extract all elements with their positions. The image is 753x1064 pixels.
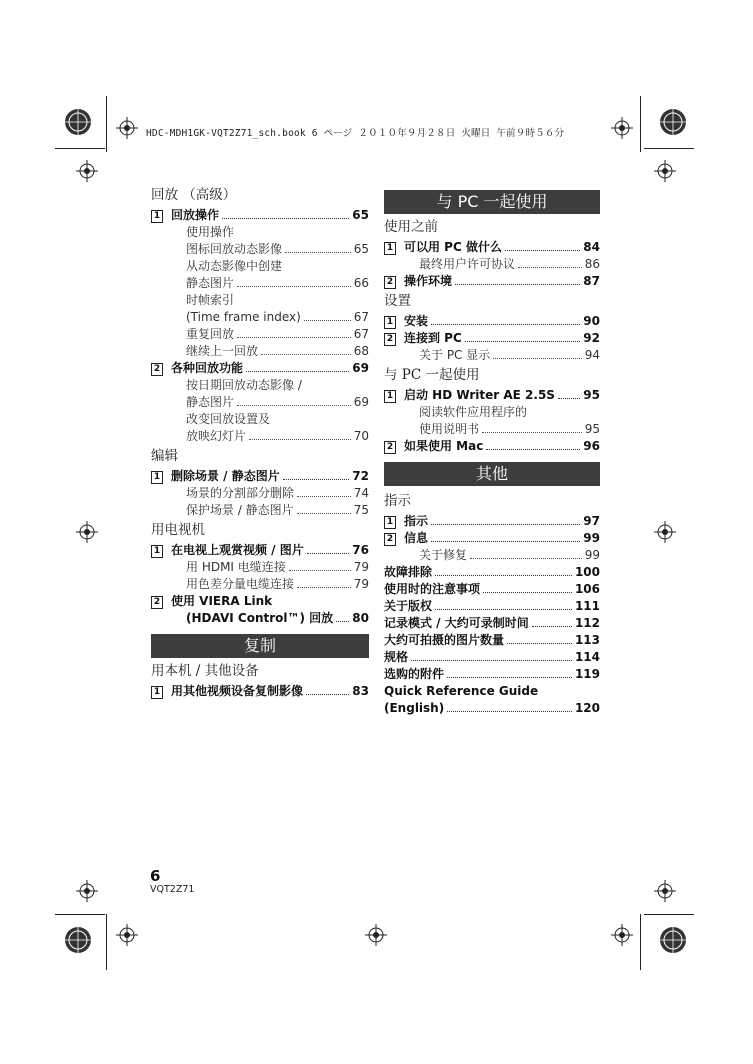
registration-rosette-icon bbox=[64, 926, 92, 954]
index-box: 1 bbox=[151, 210, 163, 223]
toc-subentry[interactable]: 静态图片 66 bbox=[186, 276, 369, 290]
toc-entry[interactable]: 记录模式 / 大约可录制时间 112 bbox=[384, 616, 600, 630]
print-header: HDC-MDH1GK-VQT2Z71_sch.book 6 ページ ２０１０年９月２８日 火曜日 午前９時５６分 bbox=[146, 128, 565, 139]
registration-cross-icon bbox=[116, 117, 138, 139]
toc-entry[interactable]: 选购的附件 119 bbox=[384, 667, 600, 681]
index-box: 1 bbox=[151, 545, 163, 558]
section-title-before: 使用之前 bbox=[384, 219, 438, 235]
index-box: 2 bbox=[384, 276, 396, 289]
toc-left-column bbox=[151, 186, 369, 700]
toc-entry[interactable]: 1 回放操作 65 bbox=[151, 207, 369, 223]
index-box: 1 bbox=[151, 686, 163, 699]
section-title-edit: 编辑 bbox=[151, 448, 178, 464]
toc-subentry[interactable]: 保护场景 / 静态图片 75 bbox=[186, 503, 369, 517]
toc-entry[interactable]: 2 使用 VIERA Link bbox=[151, 593, 369, 609]
section-band-copy: 复制 bbox=[151, 634, 369, 658]
section-band-pc: 与 PC 一起使用 bbox=[384, 190, 600, 214]
index-box: 1 bbox=[384, 516, 396, 529]
toc-subline: 时帧索引 bbox=[186, 293, 235, 307]
toc-subline: 按日期回放动态影像 / bbox=[186, 378, 302, 392]
index-box: 1 bbox=[384, 390, 396, 403]
registration-cross-icon bbox=[654, 160, 676, 182]
toc-subline: 阅读软件应用程序的 bbox=[419, 405, 528, 419]
section-band-other: 其他 bbox=[384, 462, 600, 486]
registration-cross-icon bbox=[365, 924, 387, 946]
toc-subline: 使用操作 bbox=[186, 225, 235, 239]
registration-cross-icon bbox=[654, 521, 676, 543]
toc-entry[interactable]: 使用时的注意事项 106 bbox=[384, 582, 600, 596]
toc-entry[interactable]: 2 如果使用 Mac 96 bbox=[384, 438, 600, 454]
registration-cross-icon bbox=[76, 880, 98, 902]
toc-subline: 改变回放设置及 bbox=[186, 412, 271, 426]
crop-mark bbox=[106, 914, 107, 970]
toc-entry[interactable]: 2 各种回放功能 69 bbox=[151, 360, 369, 376]
toc-entry[interactable]: 2 信息 99 bbox=[384, 530, 600, 546]
index-box: 2 bbox=[151, 596, 163, 609]
toc-entry[interactable]: 1 启动 HD Writer AE 2.5S 95 bbox=[384, 387, 600, 403]
toc-entry[interactable]: 规格 114 bbox=[384, 650, 600, 664]
toc-subentry[interactable]: 放映幻灯片 70 bbox=[186, 429, 369, 443]
document-code: VQT2Z71 bbox=[150, 884, 195, 895]
toc-subentry[interactable]: 使用说明书 95 bbox=[419, 422, 600, 436]
toc-right-column bbox=[384, 186, 600, 717]
section-title-copy: 用本机 / 其他设备 bbox=[151, 663, 259, 679]
index-box: 1 bbox=[151, 471, 163, 484]
toc-entry[interactable]: 大约可拍摄的图片数量 113 bbox=[384, 633, 600, 647]
toc-entry[interactable]: 2 操作环境 87 bbox=[384, 273, 600, 289]
registration-cross-icon bbox=[76, 160, 98, 182]
toc-subentry[interactable]: 场景的分割部分删除 74 bbox=[186, 486, 369, 500]
toc-entry[interactable]: 2 连接到 PC 92 bbox=[384, 330, 600, 346]
toc-subentry[interactable]: 关于 PC 显示 94 bbox=[419, 348, 600, 362]
toc-entry[interactable]: 1 用其他视频设备复制影像 83 bbox=[151, 683, 369, 699]
registration-cross-icon bbox=[654, 880, 676, 902]
toc-entry-continued[interactable]: (English) 120 bbox=[384, 701, 600, 715]
toc-subline: 从动态影像中创建 bbox=[186, 259, 283, 273]
toc-entry[interactable]: 关于版权 111 bbox=[384, 599, 600, 613]
registration-cross-icon bbox=[611, 117, 633, 139]
registration-cross-icon bbox=[116, 924, 138, 946]
section-title-tv: 用电视机 bbox=[151, 522, 205, 538]
crop-mark bbox=[106, 96, 107, 152]
crop-mark bbox=[55, 914, 105, 915]
toc-subentry[interactable]: 重复回放 67 bbox=[186, 327, 369, 341]
index-box: 1 bbox=[384, 316, 396, 329]
crop-mark bbox=[644, 148, 694, 149]
crop-mark bbox=[640, 96, 641, 152]
crop-mark bbox=[640, 914, 641, 970]
registration-rosette-icon bbox=[659, 108, 687, 136]
registration-cross-icon bbox=[76, 521, 98, 543]
index-box: 1 bbox=[384, 242, 396, 255]
index-box: 2 bbox=[151, 363, 163, 376]
section-title-indicators: 指示 bbox=[384, 493, 411, 509]
toc-entry[interactable]: 故障排除 100 bbox=[384, 565, 600, 579]
index-box: 2 bbox=[384, 533, 396, 546]
section-title-setup: 设置 bbox=[384, 293, 411, 309]
toc-entry[interactable]: 1 指示 97 bbox=[384, 513, 600, 529]
toc-entry[interactable]: 1 安装 90 bbox=[384, 313, 600, 329]
toc-entry[interactable]: 1 可以用 PC 做什么 84 bbox=[384, 239, 600, 255]
registration-rosette-icon bbox=[64, 108, 92, 136]
registration-rosette-icon bbox=[659, 926, 687, 954]
toc-subentry[interactable]: 用 HDMI 电缆连接 79 bbox=[186, 560, 369, 574]
crop-mark bbox=[644, 914, 694, 915]
toc-entry[interactable]: 1 在电视上观赏视频 / 图片 76 bbox=[151, 542, 369, 558]
toc-subentry[interactable]: 图标回放动态影像 65 bbox=[186, 242, 369, 256]
crop-mark bbox=[55, 148, 105, 149]
toc-subentry[interactable]: 继续上一回放 68 bbox=[186, 344, 369, 358]
section-title-playback: 回放 （高级） bbox=[151, 187, 237, 203]
section-title-with-pc: 与 PC 一起使用 bbox=[384, 367, 480, 383]
toc-subentry[interactable]: (Time frame index) 67 bbox=[186, 310, 369, 324]
registration-cross-icon bbox=[611, 924, 633, 946]
toc-entry[interactable]: 1 删除场景 / 静态图片 72 bbox=[151, 468, 369, 484]
toc-entry-continued[interactable]: (HDAVI Control™) 回放 80 bbox=[186, 611, 369, 625]
toc-subentry[interactable]: 静态图片 69 bbox=[186, 395, 369, 409]
index-box: 2 bbox=[384, 333, 396, 346]
index-box: 2 bbox=[384, 441, 396, 454]
toc-subentry[interactable]: 最终用户许可协议 86 bbox=[419, 257, 600, 271]
toc-subentry[interactable]: 用色差分量电缆连接 79 bbox=[186, 577, 369, 591]
page-number: 6 bbox=[150, 867, 161, 885]
toc-entry[interactable]: Quick Reference Guide bbox=[384, 684, 539, 698]
toc-subentry[interactable]: 关于修复 99 bbox=[419, 548, 600, 562]
